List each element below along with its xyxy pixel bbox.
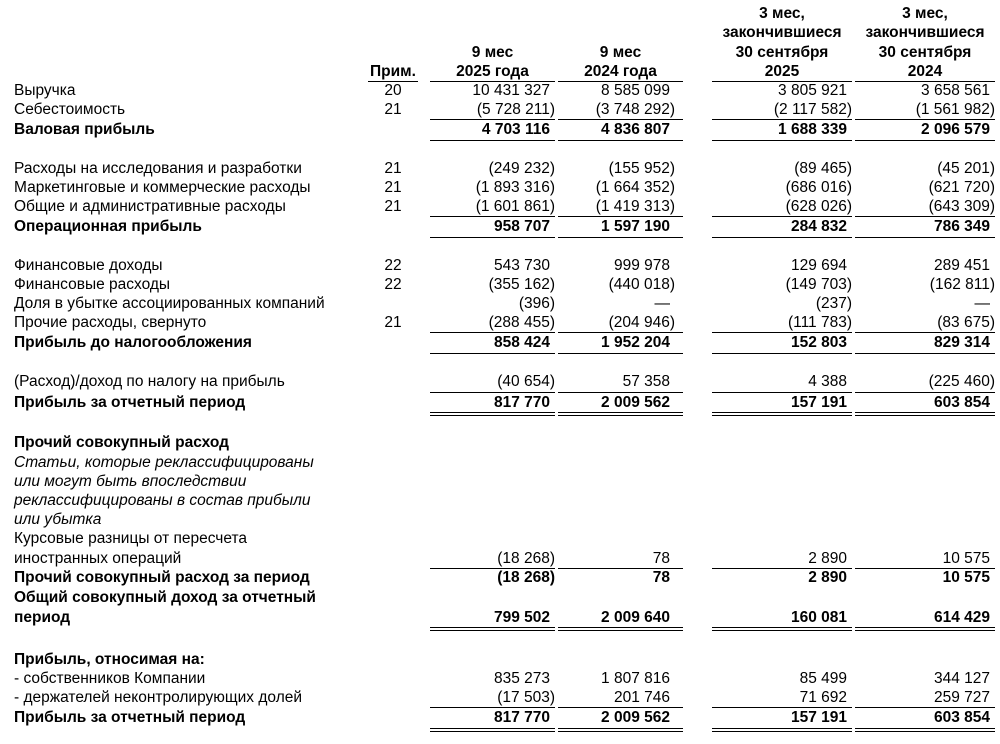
row-label: Операционная прибыль — [14, 218, 202, 235]
row-value-c1: 799 502 — [493, 609, 550, 626]
row-label-line: Общий совокупный доход за отчетный — [14, 589, 316, 606]
header-note: Прим. — [370, 63, 416, 80]
row-value-c4: 10 575 — [942, 569, 990, 586]
row-label: Выручка — [14, 82, 76, 99]
double-rule — [855, 728, 995, 732]
header-col3-line1: 3 мес, — [759, 5, 805, 22]
row-label: Общие и административные расходы — [14, 198, 286, 215]
row-value-c1: (288 455) — [488, 314, 555, 331]
row-value-c2: 4 836 807 — [601, 121, 670, 138]
header-col3-line3: 30 сентября — [735, 44, 829, 61]
row-value-c3: 85 499 — [799, 670, 847, 687]
row-value-c4: — — [974, 295, 990, 312]
row-value-c1: (18 268) — [497, 550, 555, 567]
row-note: 21 — [384, 179, 402, 196]
row-value-c3: 129 694 — [790, 257, 847, 274]
row-value-c2: 1 807 816 — [601, 670, 670, 687]
row-value-c3: (149 703) — [785, 276, 852, 293]
row-value-c1: (1 601 861) — [475, 198, 555, 215]
row-value-c2: 2 009 562 — [601, 394, 670, 411]
row-value-c4: (1 561 982) — [915, 101, 995, 118]
row-value-c4: (225 460) — [928, 373, 995, 390]
rule — [430, 353, 555, 354]
row-value-c2: (3 748 292) — [595, 101, 675, 118]
row-value-c4: 603 854 — [933, 394, 990, 411]
double-rule — [430, 412, 555, 416]
row-value-c4: 614 429 — [933, 609, 990, 626]
rule — [712, 237, 852, 238]
header-col4-line2: закончившиеся — [865, 24, 985, 41]
row-value-c3: 1 688 339 — [778, 121, 847, 138]
row-value-c4: (45 201) — [937, 160, 995, 177]
row-value-c3: 160 081 — [790, 609, 847, 626]
double-rule — [430, 627, 555, 631]
row-label: - держателей неконтролирующих долей — [14, 689, 303, 706]
row-value-c3: 284 832 — [790, 218, 847, 235]
double-rule — [712, 412, 852, 416]
double-rule — [712, 728, 852, 732]
header-col4-line3: 30 сентября — [878, 44, 972, 61]
row-label: Прочие расходы, свернуто — [14, 314, 207, 331]
row-value-c4: 2 096 579 — [921, 121, 990, 138]
row-value-c1: (40 654) — [497, 373, 555, 390]
row-value-c4: (83 675) — [937, 314, 995, 331]
row-note: 20 — [384, 82, 402, 99]
row-value-c4: 829 314 — [933, 334, 990, 351]
rule — [855, 237, 995, 238]
row-value-c1: (396) — [518, 295, 555, 312]
row-label: Доля в убытке ассоциированных компаний — [14, 295, 325, 312]
row-label: Прибыль за отчетный период — [14, 709, 246, 726]
row-label-line: или убытка — [14, 511, 102, 528]
row-value-c1: 835 273 — [493, 670, 550, 687]
header-col3-line4: 2025 — [764, 63, 800, 80]
header-col1-line1: 9 мес — [471, 44, 514, 61]
row-value-c2: 2 009 562 — [601, 709, 670, 726]
row-value-c1: 817 770 — [493, 709, 550, 726]
row-value-c1: 958 707 — [493, 218, 550, 235]
rule — [855, 353, 995, 354]
row-value-c1: 10 431 327 — [472, 82, 550, 99]
rule — [712, 140, 852, 141]
row-value-c4: 3 658 561 — [921, 82, 990, 99]
row-value-c2: (1 419 313) — [595, 198, 675, 215]
header-col1-line2: 2025 года — [456, 63, 529, 80]
row-label-line: период — [14, 609, 71, 626]
row-value-c2: 57 358 — [622, 373, 670, 390]
header-col2-line1: 9 мес — [599, 44, 642, 61]
row-value-c4: 344 127 — [933, 670, 990, 687]
row-label: Расходы на исследования и разработки — [14, 160, 302, 177]
header-col4-line1: 3 мес, — [902, 5, 948, 22]
row-value-c1: (5 728 211) — [476, 101, 555, 118]
rule — [855, 140, 995, 141]
row-value-c3: (2 117 582) — [773, 101, 852, 118]
row-label: Финансовые расходы — [14, 276, 171, 293]
row-label: Прибыль за отчетный период — [14, 394, 246, 411]
row-value-c2: (204 946) — [608, 314, 675, 331]
row-value-c1: 858 424 — [493, 334, 550, 351]
row-label-line: иностранных операций — [14, 550, 182, 567]
row-note: 21 — [384, 101, 402, 118]
row-value-c1: 4 703 116 — [481, 121, 550, 138]
row-value-c2: 2 009 640 — [601, 609, 670, 626]
row-value-c2: (155 952) — [608, 160, 675, 177]
double-rule — [558, 412, 683, 416]
header-col2-line2: 2024 года — [584, 63, 657, 80]
rule — [558, 353, 683, 354]
row-note: 21 — [384, 198, 402, 215]
row-note: 21 — [384, 160, 402, 177]
row-note: 22 — [384, 257, 402, 274]
row-value-c4: 259 727 — [933, 689, 990, 706]
rule — [430, 237, 555, 238]
row-value-c1: (355 162) — [488, 276, 555, 293]
double-rule — [712, 627, 852, 631]
row-value-c1: (1 893 316) — [475, 179, 555, 196]
row-value-c1: 543 730 — [493, 257, 550, 274]
row-note: 22 — [384, 276, 402, 293]
row-value-c3: 157 191 — [790, 709, 847, 726]
row-value-c3: 4 388 — [808, 373, 847, 390]
rule — [430, 140, 555, 141]
row-label-line: Статьи, которые реклассифицированы — [14, 454, 314, 471]
rule — [558, 237, 683, 238]
row-label-line: реклассифицированы в состав прибыли — [14, 492, 311, 509]
row-value-c2: 8 585 099 — [601, 82, 670, 99]
row-value-c1: (18 268) — [497, 569, 555, 586]
double-rule — [558, 627, 683, 631]
rule — [712, 353, 852, 354]
row-value-c2: (440 018) — [608, 276, 675, 293]
row-value-c4: 786 349 — [933, 218, 990, 235]
row-value-c3: 152 803 — [790, 334, 847, 351]
row-value-c2: 999 978 — [613, 257, 670, 274]
row-value-c3: (628 026) — [785, 198, 852, 215]
row-value-c3: (89 465) — [794, 160, 852, 177]
row-value-c3: 3 805 921 — [778, 82, 847, 99]
row-value-c2: 1 952 204 — [601, 334, 670, 351]
double-rule — [855, 627, 995, 631]
section-heading: Прибыль, относимая на: — [14, 651, 205, 668]
row-value-c2: 78 — [652, 550, 670, 567]
row-value-c3: 157 191 — [790, 394, 847, 411]
section-heading: Прочий совокупный расход — [14, 434, 229, 451]
row-note: 21 — [384, 314, 402, 331]
row-value-c3: (237) — [815, 295, 852, 312]
row-value-c2: 1 597 190 — [601, 218, 670, 235]
row-value-c4: (621 720) — [928, 179, 995, 196]
row-value-c4: 603 854 — [933, 709, 990, 726]
row-value-c3: 2 890 — [808, 569, 847, 586]
row-value-c3: (111 783) — [787, 314, 852, 331]
row-value-c4: (643 309) — [928, 198, 995, 215]
row-value-c3: 2 890 — [808, 550, 847, 567]
row-label: (Расход)/доход по налогу на прибыль — [14, 373, 285, 390]
row-value-c2: 78 — [652, 569, 670, 586]
row-label: Маркетинговые и коммерческие расходы — [14, 179, 311, 196]
double-rule — [855, 412, 995, 416]
row-label: - собственников Компании — [14, 670, 206, 687]
row-value-c3: (686 016) — [785, 179, 852, 196]
row-value-c4: 289 451 — [933, 257, 990, 274]
row-label: Валовая прибыль — [14, 121, 155, 138]
row-label-line: или могут быть впоследствии — [14, 473, 247, 490]
row-value-c2: — — [654, 295, 670, 312]
row-value-c2: (1 664 352) — [595, 179, 675, 196]
row-value-c4: 10 575 — [942, 550, 990, 567]
double-rule — [430, 728, 555, 732]
header-col3-line2: закончившиеся — [722, 24, 842, 41]
header-col4-line4: 2024 — [907, 63, 943, 80]
row-value-c4: (162 811) — [929, 276, 995, 293]
row-label: Финансовые доходы — [14, 257, 163, 274]
row-value-c1: 817 770 — [493, 394, 550, 411]
row-value-c1: (249 232) — [488, 160, 555, 177]
row-value-c3: 71 692 — [799, 689, 847, 706]
rule — [558, 140, 683, 141]
row-label: Прибыль до налогообложения — [14, 334, 252, 351]
row-value-c2: 201 746 — [613, 689, 670, 706]
row-value-c1: (17 503) — [497, 689, 555, 706]
row-label-line: Курсовые разницы от пересчета — [14, 530, 248, 547]
double-rule — [558, 728, 683, 732]
row-label: Прочий совокупный расход за период — [14, 569, 310, 586]
row-label: Себестоимость — [14, 101, 126, 118]
